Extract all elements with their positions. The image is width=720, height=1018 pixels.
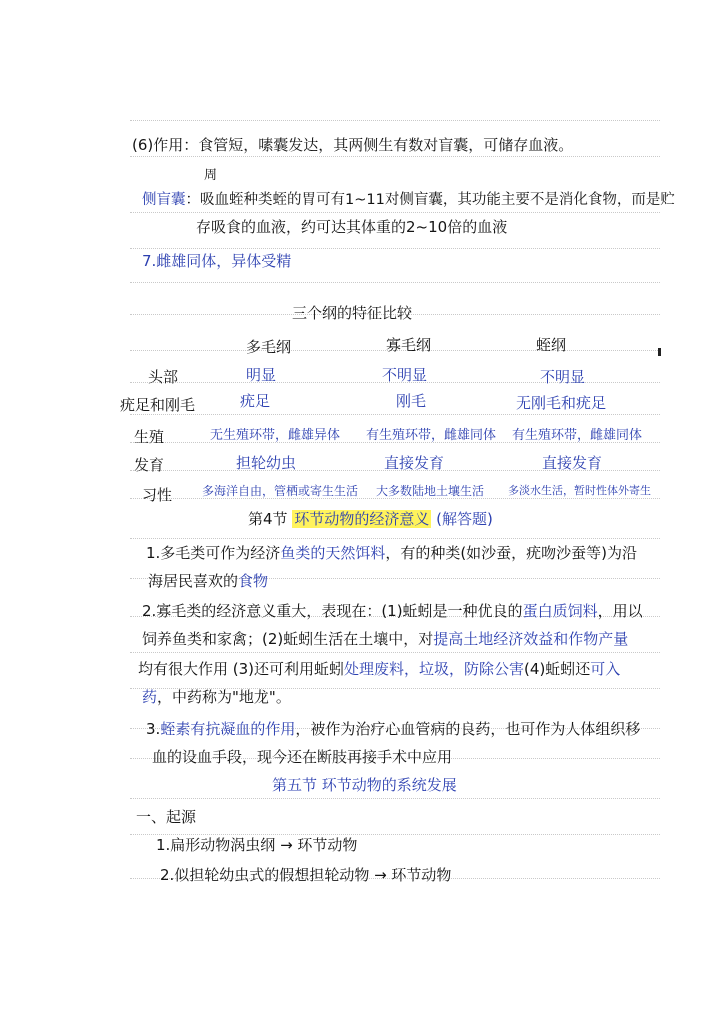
cell-habit-polychaeta: 多海洋自由，管栖或寄生生活 xyxy=(202,484,359,498)
s4-p3-a: 饲养鱼类和家禽；(2)蚯蚓生活在土壤中，对 xyxy=(142,630,434,648)
s4-p5-b: ，中药称为"地龙"。 xyxy=(157,688,291,706)
col-header-polychaeta: 多毛纲 xyxy=(246,338,292,356)
s4-p4-c: (4)蚯蚓还 xyxy=(524,660,591,678)
s4-p1-b: 鱼类的天然饵料 xyxy=(280,544,386,562)
cell-parapodia-hirudinea: 无刚毛和疣足 xyxy=(516,394,607,412)
ruled-line xyxy=(130,652,660,653)
cell-habit-oligochaeta: 大多数陆地土壤生活 xyxy=(376,484,485,498)
note-line-2 xyxy=(142,188,675,209)
section4-tag: (解答题) xyxy=(436,510,493,528)
cell-parapodia-oligochaeta: 刚毛 xyxy=(396,392,427,410)
ruled-line xyxy=(130,282,660,283)
ruled-line xyxy=(130,120,660,121)
cell-reproduction-oligochaeta: 有生殖环带，雌雄同体 xyxy=(366,428,497,443)
term-side-cecum: 侧盲囊 xyxy=(142,192,186,208)
section4-heading xyxy=(248,508,493,529)
row-label-habit: 习性 xyxy=(142,486,173,504)
ruled-line xyxy=(130,156,660,157)
page-edge-mark xyxy=(658,348,661,356)
s4-p2-line3 xyxy=(138,658,620,679)
s4-p1-c: ，有的种类(如沙蚕，疣吻沙蚕等)为沿 xyxy=(385,544,638,562)
s4-p3-line1 xyxy=(146,718,640,739)
cell-development-polychaeta: 担轮幼虫 xyxy=(236,454,297,472)
section5-subheading: 一、起源 xyxy=(136,808,197,826)
s4-p2-line2 xyxy=(142,628,628,649)
section5-item-2: 2.似担轮幼虫式的假想担轮动物 → 环节动物 xyxy=(160,866,452,884)
s4-p3-line2: 血的设血手段，现今还在断肢再接手术中应用 xyxy=(152,748,453,766)
s4-p1-line2 xyxy=(148,570,268,591)
cell-head-polychaeta: 明显 xyxy=(246,366,277,384)
row-label-development: 发育 xyxy=(134,456,165,474)
s4-p2-line1 xyxy=(142,600,643,621)
s4-p6-c: ，被作为治疗心血管病的良药，也可作为人体组织移 xyxy=(295,720,641,738)
section4-title: 环节动物的经济意义 xyxy=(294,510,430,528)
cell-head-hirudinea: 不明显 xyxy=(540,368,586,386)
s4-p6-b: 蛭素有抗凝血的作用 xyxy=(160,720,296,738)
note-line-1: (6)作用：食管短，嗉囊发达，其两侧生有数对盲囊，可储存血液。 xyxy=(132,136,574,154)
section5-heading: 第五节 环节动物的系统发展 xyxy=(272,776,457,794)
row-label-parapodia: 疣足和刚毛 xyxy=(120,396,196,414)
row-label-reproduction: 生殖 xyxy=(134,428,165,446)
s4-p2-b: 蛋白质饲料 xyxy=(522,602,598,620)
s4-p2-a: 2.寡毛类的经济意义重大，表现在：(1)蚯蚓是一种优良的 xyxy=(142,602,523,620)
cell-reproduction-hirudinea: 有生殖环带，雌雄同体 xyxy=(512,428,643,443)
ruled-line xyxy=(130,538,660,539)
note-line-3: 存吸食的血液，约可达其体重的2~10倍的血液 xyxy=(196,218,508,236)
insert-mark: 周 xyxy=(204,168,218,183)
s4-p2-c: ，用以 xyxy=(597,602,643,620)
s4-p4-b: 处理废料，垃圾，防除公害 xyxy=(344,660,525,678)
ruled-line xyxy=(130,798,660,799)
col-header-oligochaeta: 寡毛纲 xyxy=(386,336,432,354)
s4-p3-b: 提高土地经济效益和作物产量 xyxy=(433,630,629,648)
note-line-4: 7.雌雄同体，异体受精 xyxy=(142,252,292,270)
section5-item-1: 1.扁形动物涡虫纲 → 环节动物 xyxy=(156,836,358,854)
section4-number: 第4节 xyxy=(248,510,288,528)
s4-p1-a: 1.多毛类可作为经济 xyxy=(146,544,281,562)
ruled-line xyxy=(130,212,660,213)
note-line-2-text: ：吸血蛭种类蛭的胃可有1~11对侧盲囊，其功能主要不是消化食物，而是贮 xyxy=(185,192,675,208)
ruled-line xyxy=(130,414,660,415)
s4-p2-line4 xyxy=(142,686,291,707)
s4-p4-d: 可入 xyxy=(590,660,621,678)
s4-p1-e: 食物 xyxy=(238,572,269,590)
cell-habit-hirudinea: 多淡水生活，暂时性体外寄生 xyxy=(508,484,651,497)
cell-reproduction-polychaeta: 无生殖环带，雌雄异体 xyxy=(210,428,341,443)
s4-p4-a: 均有很大作用 (3)还可利用蚯蚓 xyxy=(138,660,345,678)
cell-parapodia-polychaeta: 疣足 xyxy=(240,392,271,410)
s4-p6-a: 3. xyxy=(146,720,161,738)
s4-p5-a: 药 xyxy=(142,688,158,706)
col-header-hirudinea: 蛭纲 xyxy=(536,336,567,354)
cell-development-hirudinea: 直接发育 xyxy=(542,454,603,472)
s4-p1-line1 xyxy=(146,542,637,563)
cell-development-oligochaeta: 直接发育 xyxy=(384,454,445,472)
comparison-title: 三个纲的特征比较 xyxy=(292,304,413,322)
cell-head-oligochaeta: 不明显 xyxy=(382,366,428,384)
s4-p1-d: 海居民喜欢的 xyxy=(148,572,239,590)
ruled-line xyxy=(130,248,660,249)
row-label-head: 头部 xyxy=(148,368,179,386)
